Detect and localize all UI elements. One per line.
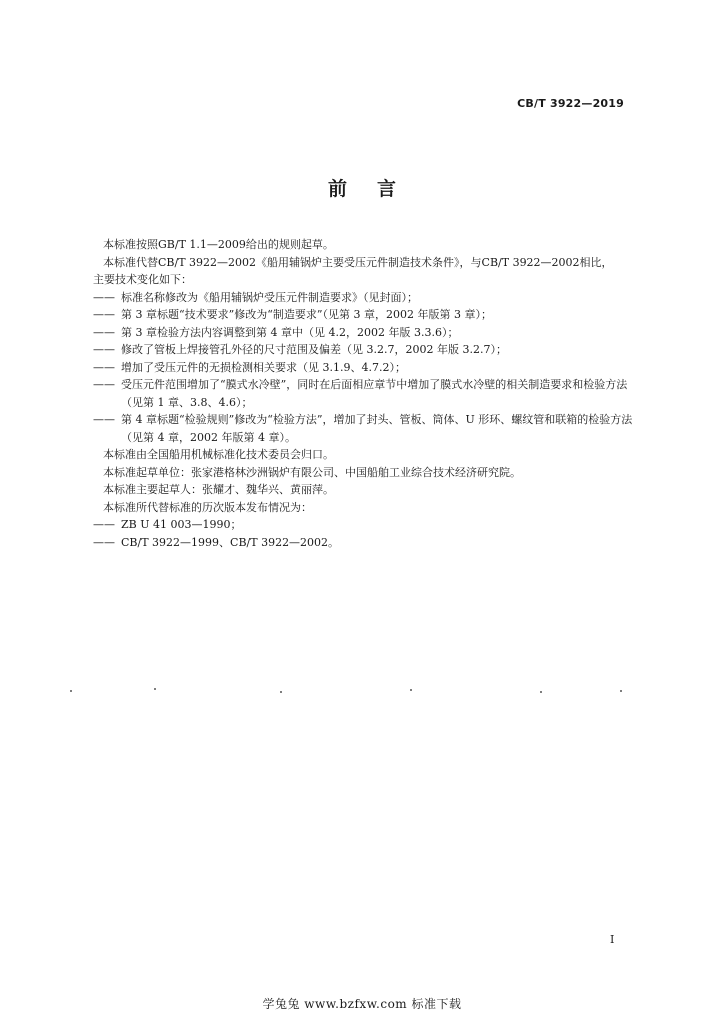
dash-marker: —— [93, 343, 115, 356]
document-body [93, 236, 633, 551]
change-text: 第 3 章检验方法内容调整到第 4 章中（见 4.2，2002 年版 3.3.6）； [121, 325, 459, 339]
paragraph: 主要技术变化如下： [93, 273, 192, 286]
change-text: 第 3 章标题“技术要求”修改为“制造要求”（见第 3 章，2002 年版第 3 章）； [121, 308, 492, 321]
paragraph: 本标准所代替标准的历次版本发布情况为： [103, 500, 312, 514]
change-text: 第 4 章标题“检验规则”修改为“检验方法”，增加了封头、管板、筒体、U 形环、螺纹管和联箱的检验方法（见第 4 章，2002 年版第 4 章）。 [121, 413, 633, 444]
dash-marker: —— [93, 378, 115, 391]
paragraph: 本标准代替CB/T 3922—2002《船用辅锅炉主要受压元件制造技术条件》，与CB/T 3922—2002相比， [103, 255, 613, 269]
change-item [93, 376, 633, 411]
change-text: 增加了受压元件的无损检测相关要求（见 3.1.9、4.7.2）； [121, 360, 406, 374]
dash-marker: —— [93, 535, 115, 549]
standard-code: CB/T 3922—2019 [517, 97, 624, 110]
paragraph: 本标准主要起草人：张耀才、魏华兴、黄丽萍。 [103, 483, 334, 496]
dash-marker: —— [93, 290, 115, 304]
change-item [93, 289, 633, 307]
speck [540, 691, 542, 693]
history-text: ZB U 41 003—1990； [121, 518, 242, 531]
dash-marker: —— [93, 518, 115, 531]
speck [70, 690, 72, 692]
dash-marker: —— [93, 413, 115, 426]
dash-marker: —— [93, 360, 115, 374]
speck [410, 689, 412, 691]
paragraph: 本标准起草单位：张家港格林沙洲锅炉有限公司、中国船舶工业综合技术经济研究院。 [103, 465, 521, 479]
change-item [93, 359, 633, 377]
change-text: 标准名称修改为《船用辅锅炉受压元件制造要求》（见封面）； [121, 290, 418, 304]
page-title: 前言 [327, 178, 426, 200]
speck [620, 690, 622, 692]
change-item [93, 341, 633, 359]
history-item [93, 516, 633, 534]
paragraph: 本标准按照GB/T 1.1—2009给出的规则起草。 [103, 238, 334, 251]
page-number: I [610, 933, 615, 946]
scan-speckle [70, 688, 630, 694]
change-item [93, 411, 633, 446]
history-item [93, 534, 633, 552]
change-item [93, 324, 633, 342]
change-text: 修改了管板上焊接管孔外径的尺寸范围及偏差（见 3.2.7，2002 年版 3.2.7）； [121, 343, 507, 356]
footer-watermark: 学兔兔 www.bzfxw.com 标准下载 [262, 997, 462, 1011]
paragraph: 本标准由全国船用机械标准化技术委员会归口。 [103, 448, 334, 461]
dash-marker: —— [93, 308, 115, 321]
change-item [93, 306, 633, 324]
speck [154, 688, 156, 690]
history-text: CB/T 3922—1999、CB/T 3922—2002。 [121, 535, 340, 549]
dash-marker: —— [93, 325, 115, 339]
change-text: 受压元件范围增加了“膜式水冷壁”，同时在后面相应章节中增加了膜式水冷壁的相关制造要求和检验方法（见第 1 章、3.8、4.6）； [121, 378, 628, 409]
speck [280, 691, 282, 693]
